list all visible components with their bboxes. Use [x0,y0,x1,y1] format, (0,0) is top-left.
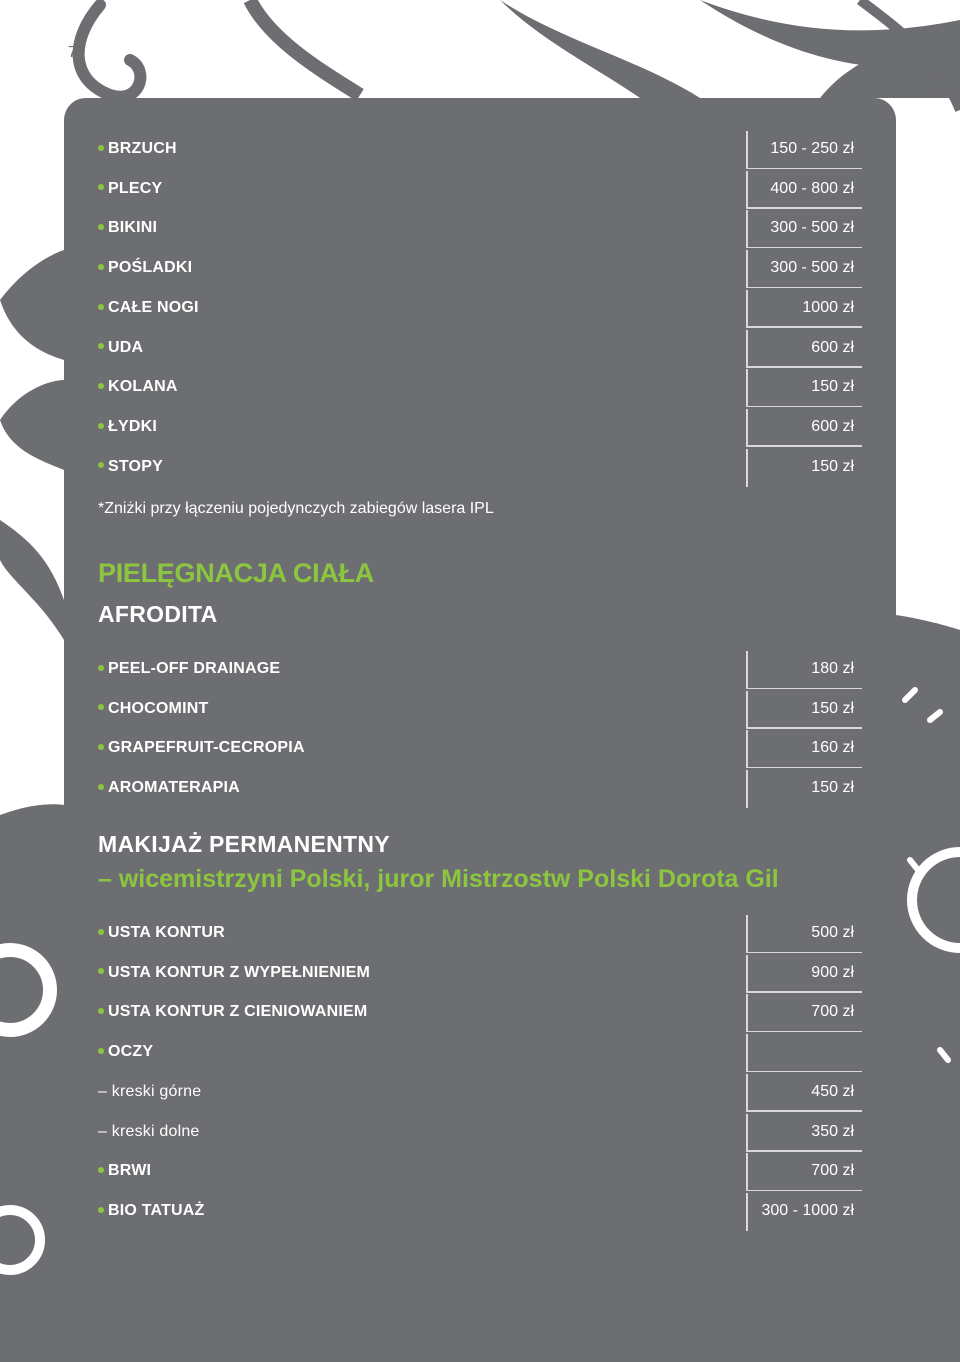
item-label-wrap [98,140,177,158]
item-label-wrap [98,1043,153,1061]
row-vertical-divider [746,955,748,993]
row-vertical-divider [746,1193,748,1231]
price-row [98,994,862,1032]
item-price: 600 zł [811,338,854,356]
item-label-wrap [98,1123,200,1141]
item-label-wrap [98,180,162,198]
item-label-wrap [98,339,143,357]
row-vertical-divider [746,409,748,447]
row-horizontal-divider [746,207,862,209]
row-vertical-divider [746,770,748,808]
bullet-icon [98,704,104,710]
price-row [98,1193,862,1231]
row-vertical-divider [746,915,748,953]
item-label-wrap [98,458,163,476]
price-row [98,955,862,993]
item-price: 400 - 800 zł [770,179,854,197]
item-label: USTA KONTUR [108,924,225,941]
bullet-icon [98,145,104,151]
item-price: 1000 zł [802,298,854,316]
item-price: 500 zł [811,924,854,941]
row-horizontal-divider [746,168,862,170]
makeup-heading: MAKIJAŻ PERMANENTNY [98,831,390,857]
item-label-wrap [98,1202,205,1220]
bullet-icon [98,462,104,468]
price-row [98,330,862,368]
item-price: 350 zł [811,1122,854,1140]
item-label: – kreski górne [98,1082,202,1100]
makeup-subheading: – wicemistrzyni Polski, juror Mistrzostw Polski Dorota Gil [98,865,779,893]
row-horizontal-divider [746,767,862,769]
price-row [98,290,862,328]
row-vertical-divider [746,691,748,729]
item-label: USTA KONTUR Z WYPEŁNIENIEM [108,963,371,981]
row-vertical-divider [746,369,748,407]
bullet-icon [98,224,104,230]
page-number: 7 [68,44,77,61]
row-horizontal-divider [746,688,862,690]
item-label: UDA [108,338,144,356]
row-horizontal-divider [746,406,862,408]
item-label: BIKINI [108,219,158,237]
row-horizontal-divider [746,1190,862,1192]
item-price: 300 - 500 zł [770,259,854,277]
item-price: 900 zł [811,963,854,981]
row-horizontal-divider [746,1031,862,1033]
body-care-subheading: AFRODITA [98,601,218,627]
bullet-icon [98,383,104,389]
bullet-icon [98,784,104,790]
item-price: 600 zł [811,417,854,435]
bullet-icon [98,929,104,935]
row-vertical-divider [746,210,748,248]
price-row [98,1114,862,1152]
price-row [98,171,862,209]
row-vertical-divider [746,651,748,689]
item-price: 300 - 500 zł [770,219,854,237]
bullet-icon [98,304,104,310]
price-row [98,409,862,447]
row-vertical-divider [746,131,748,169]
item-label-wrap [98,418,157,436]
row-horizontal-divider [746,1150,862,1152]
row-vertical-divider [746,1114,748,1152]
bullet-icon [98,343,104,349]
row-horizontal-divider [746,287,862,289]
row-horizontal-divider [746,727,862,729]
price-row [98,915,862,953]
row-vertical-divider [746,250,748,288]
item-price: 450 zł [811,1082,854,1100]
price-row [98,250,862,288]
item-label: AROMATERAPIA [108,779,240,797]
bullet-icon [98,184,104,190]
item-label-wrap [98,259,192,277]
price-row [98,210,862,248]
item-label: OCZY [108,1043,154,1061]
row-vertical-divider [746,330,748,368]
item-label-wrap [98,1003,367,1021]
price-row [98,770,862,808]
body-care-heading: PIELĘGNACJA CIAŁA [98,558,374,588]
row-vertical-divider [746,994,748,1032]
price-row [98,369,862,407]
row-vertical-divider [746,171,748,209]
item-price: 180 zł [811,660,854,677]
row-horizontal-divider [746,1110,862,1112]
item-label-wrap [98,1083,201,1101]
item-label-wrap [98,378,178,396]
row-horizontal-divider [746,445,862,447]
row-horizontal-divider [746,247,862,249]
bullet-icon [98,423,104,429]
item-label: BRZUCH [108,140,177,157]
ipl-discount-note: *Zniżki przy łączeniu pojedynczych zabiegów lasera IPL [98,500,494,517]
item-label-wrap [98,964,370,982]
item-label-wrap [98,779,240,797]
item-label: USTA KONTUR Z CIENIOWANIEM [108,1003,368,1021]
row-horizontal-divider [746,366,862,368]
item-label: PLECY [108,179,163,197]
item-label: GRAPEFRUIT-CECROPIA [108,739,305,757]
price-row [98,1034,862,1072]
item-price: 150 zł [811,779,854,797]
price-row [98,1074,862,1112]
item-price: 160 zł [811,739,854,757]
item-price: 150 zł [811,699,854,717]
item-label: PEEL-OFF DRAINAGE [108,660,281,677]
item-label-wrap [98,739,305,757]
item-label-wrap [98,924,225,942]
item-label: STOPY [108,457,163,475]
item-price: 700 zł [811,1162,854,1180]
item-label: KOLANA [108,378,178,396]
row-horizontal-divider [746,1071,862,1073]
row-vertical-divider [746,1153,748,1191]
row-vertical-divider [746,1074,748,1112]
price-row [98,651,862,689]
bullet-icon [98,1008,104,1014]
item-label: BIO TATUAŻ [108,1201,205,1219]
row-horizontal-divider [746,326,862,328]
item-label-wrap [98,700,208,718]
bullet-icon [98,1167,104,1173]
item-label-wrap [98,660,280,678]
item-label-wrap [98,1162,151,1180]
item-label: – kreski dolne [98,1122,200,1140]
price-row [98,691,862,729]
row-vertical-divider [746,730,748,768]
item-label: POŚLADKI [108,259,193,277]
item-label-wrap [98,219,157,237]
item-price: 700 zł [811,1003,854,1021]
item-price: 150 zł [811,457,854,475]
item-label: CHOCOMINT [108,699,209,717]
price-row [98,131,862,169]
item-price: 300 - 1000 zł [761,1201,854,1219]
row-horizontal-divider [746,991,862,993]
price-row [98,449,862,487]
bullet-icon [98,744,104,750]
price-row [98,1153,862,1191]
item-price: 150 - 250 zł [770,140,854,157]
item-label: ŁYDKI [108,417,157,435]
item-label: BRWI [108,1162,152,1180]
bullet-icon [98,665,104,671]
row-vertical-divider [746,290,748,328]
bullet-icon [98,264,104,270]
bullet-icon [98,968,104,974]
bullet-icon [98,1048,104,1054]
item-label-wrap [98,299,199,317]
item-price: 150 zł [811,378,854,396]
price-row [98,730,862,768]
item-label: CAŁE NOGI [108,298,199,316]
row-vertical-divider [746,1034,748,1072]
bullet-icon [98,1207,104,1213]
row-horizontal-divider [746,952,862,954]
row-vertical-divider [746,449,748,487]
